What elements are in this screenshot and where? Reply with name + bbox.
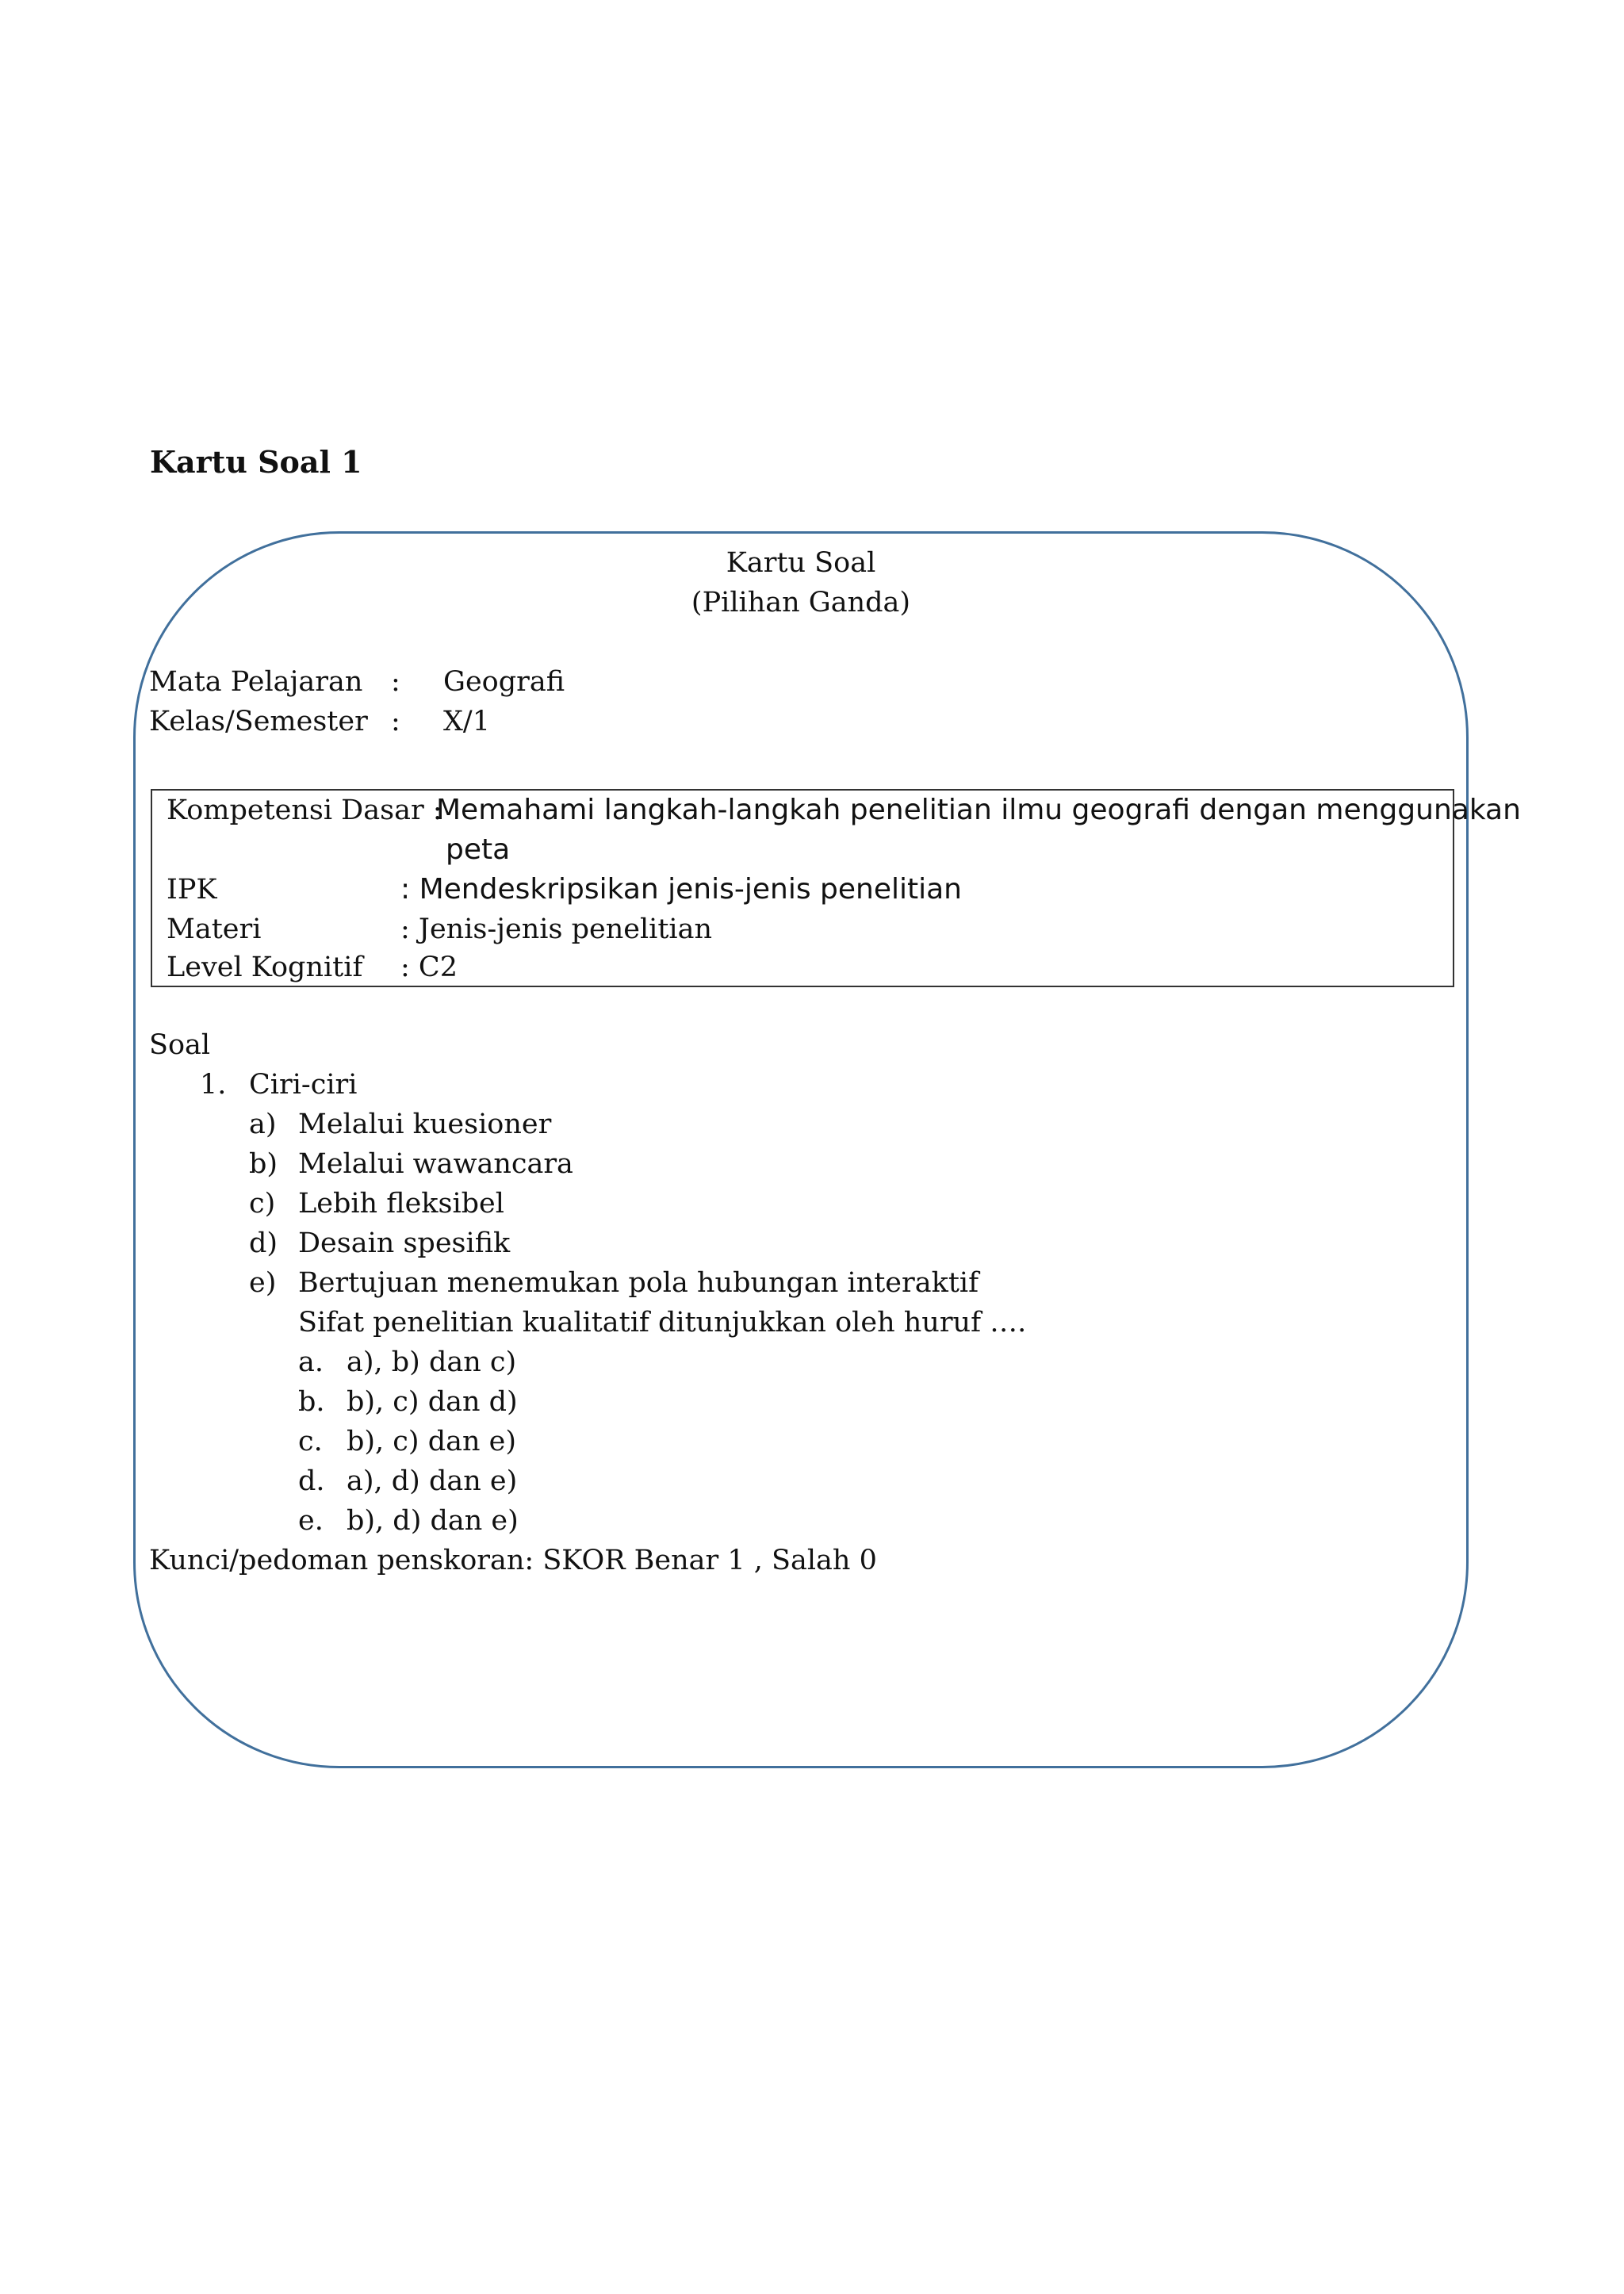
answer-option: a), b) dan c) bbox=[347, 1346, 517, 1378]
cognitive-level-value: : C2 bbox=[400, 952, 458, 983]
answer-option-marker: c. bbox=[298, 1426, 323, 1457]
class-semester-label: Kelas/Semester bbox=[149, 706, 368, 737]
answer-option: b), c) dan d) bbox=[347, 1386, 518, 1418]
answer-option: b), d) dan e) bbox=[347, 1505, 519, 1537]
subject-value: Geografi bbox=[443, 666, 565, 698]
card-subtitle: (Pilihan Ganda) bbox=[691, 587, 911, 618]
answer-option-marker: a. bbox=[298, 1346, 324, 1378]
answer-option: b), c) dan e) bbox=[347, 1426, 516, 1457]
answer-option-marker: e. bbox=[298, 1505, 324, 1537]
statement-item: Melalui kuesioner bbox=[298, 1109, 552, 1140]
question-number: 1. bbox=[200, 1069, 227, 1101]
answer-option-marker: b. bbox=[298, 1386, 325, 1418]
competency-value: Memahami langkah-langkah penelitian ilmu geografi dengan menggunakan bbox=[436, 794, 1521, 826]
competency-value-cont: peta bbox=[446, 833, 511, 866]
competency-label: Kompetensi Dasar : bbox=[167, 795, 442, 826]
answer-option: a), d) dan e) bbox=[347, 1465, 518, 1497]
subject-label: Mata Pelajaran bbox=[149, 666, 363, 698]
statement-marker: b) bbox=[249, 1148, 278, 1180]
ipk-value: : Mendeskripsikan jenis-jenis penelitian bbox=[400, 873, 962, 906]
competency-box bbox=[151, 789, 1521, 987]
statement-marker: e) bbox=[249, 1267, 277, 1299]
material-label: Materi bbox=[167, 913, 262, 945]
question-prompt: Sifat penelitian kualitatif ditunjukkan oleh huruf …. bbox=[298, 1307, 1027, 1338]
question-heading: Soal bbox=[149, 1029, 211, 1061]
card-title: Kartu Soal bbox=[726, 547, 876, 579]
scoring-key: Kunci/pedoman penskoran: SKOR Benar 1 , Salah 0 bbox=[149, 1545, 877, 1576]
statement-marker: c) bbox=[249, 1188, 276, 1220]
class-semester-value: X/1 bbox=[443, 706, 490, 737]
question-card bbox=[133, 531, 1521, 1768]
page-heading: Kartu Soal 1 bbox=[150, 444, 362, 480]
answer-option-marker: d. bbox=[298, 1465, 325, 1497]
statement-marker: d) bbox=[249, 1227, 278, 1259]
statement-item: Lebih fleksibel bbox=[298, 1188, 504, 1220]
material-value: : Jenis-jenis penelitian bbox=[400, 913, 712, 945]
statement-item: Desain spesifik bbox=[298, 1227, 511, 1259]
statement-item: Melalui wawancara bbox=[298, 1148, 573, 1180]
question-text: Ciri-ciri bbox=[249, 1069, 358, 1101]
ipk-label: IPK bbox=[167, 874, 217, 906]
subject-colon: : bbox=[391, 666, 400, 698]
class-semester-colon: : bbox=[391, 706, 400, 737]
statement-marker: a) bbox=[249, 1109, 277, 1140]
statement-item: Bertujuan menemukan pola hubungan interaktif bbox=[298, 1267, 979, 1299]
cognitive-level-label: Level Kognitif bbox=[167, 952, 363, 983]
